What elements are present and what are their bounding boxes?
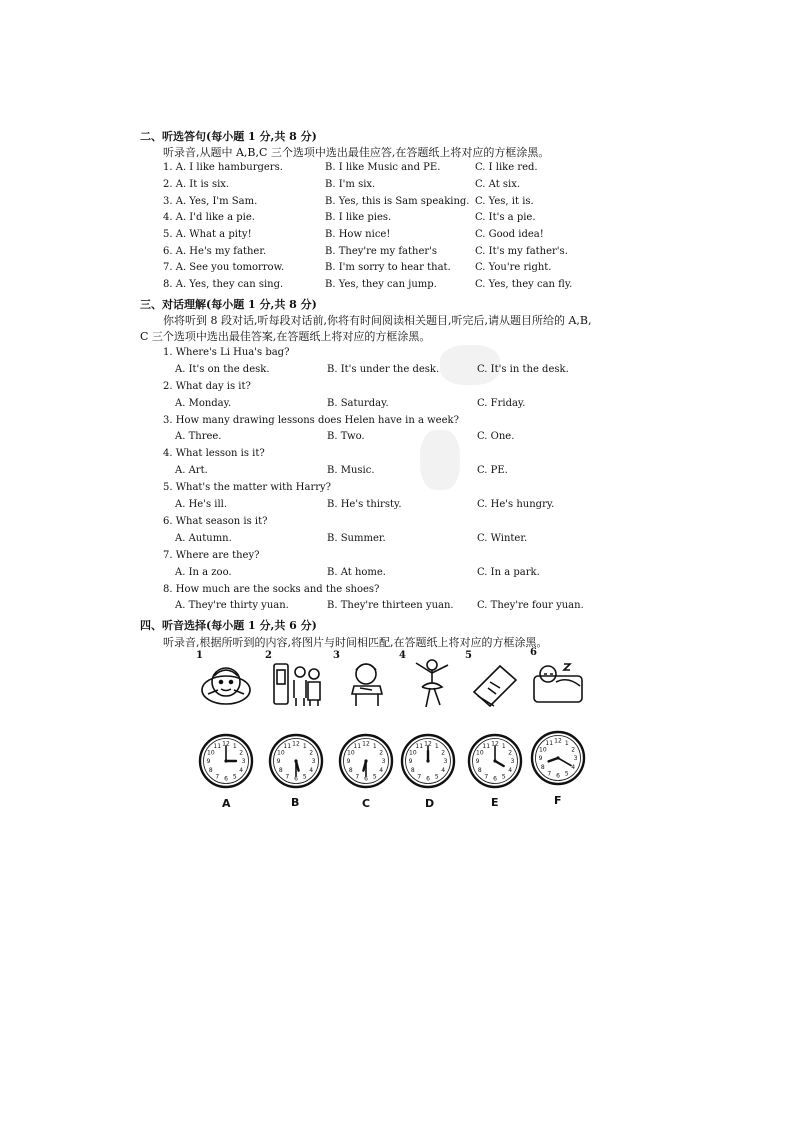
- clock-numeral: 7: [215, 773, 220, 781]
- clock-numeral: 9: [346, 758, 351, 766]
- clock-f-icon: [530, 730, 586, 786]
- clock-numeral: 5: [372, 773, 377, 781]
- clock-numeral: 12: [362, 740, 370, 748]
- book-icon: [470, 662, 520, 708]
- picture-number: 4: [399, 650, 406, 661]
- option-a: 6. A. He's my father.: [163, 246, 267, 257]
- clock-numeral: 11: [545, 740, 554, 748]
- option-b: B. They're my father's: [325, 246, 438, 257]
- clock-numeral: 8: [208, 766, 213, 774]
- clock-numeral: 9: [206, 758, 211, 766]
- section2-instruction: 听录音,从题中 A,B,C 三个选项中选出最佳应答,在答题纸上将对应的方框涂黑。: [163, 146, 550, 159]
- clock-numeral: 4: [379, 766, 384, 774]
- clock-numeral: 2: [441, 749, 446, 757]
- option-b: B. Yes, this is Sam speaking.: [325, 196, 470, 207]
- option-c: C. At six.: [475, 179, 521, 190]
- clock-numeral: 1: [302, 743, 307, 751]
- option-b: B. They're thirteen yuan.: [327, 600, 454, 611]
- clock-c-icon: [338, 733, 394, 789]
- child-eating-icon: [198, 660, 254, 708]
- clock-numeral: 7: [285, 773, 290, 781]
- clock-d-icon: [400, 733, 456, 789]
- question: 5. What's the matter with Harry?: [163, 482, 332, 493]
- clock-numeral: 5: [232, 773, 237, 781]
- clock-numeral: 12: [491, 740, 499, 748]
- clock-numeral: 6: [426, 775, 430, 783]
- picture-number: 5: [465, 650, 472, 661]
- option-b: B. It's under the desk.: [327, 364, 440, 375]
- clock-numeral: 4: [441, 766, 446, 774]
- option-a: 5. A. What a pity!: [163, 229, 252, 240]
- section4-instruction: 听录音,根据所听到的内容,将图片与时间相匹配,在答题纸上将对应的方框涂黑。: [163, 636, 548, 649]
- clock-numeral: 1: [564, 740, 569, 748]
- child-sleeping-icon: [530, 658, 586, 706]
- clock-label: E: [491, 796, 499, 809]
- clock-numeral: 9: [538, 755, 543, 763]
- clock-b-icon: [268, 733, 324, 789]
- option-a: 7. A. See you tomorrow.: [163, 262, 285, 273]
- clock-numeral: 2: [239, 749, 244, 757]
- option-a: A. In a zoo.: [175, 567, 232, 578]
- picture-number: 2: [265, 650, 272, 661]
- clock-numeral: 4: [239, 766, 244, 774]
- family-tv-icon: [270, 660, 326, 708]
- clock-numeral: 9: [408, 758, 413, 766]
- option-a: 2. A. It is six.: [163, 179, 230, 190]
- option-c: C. Friday.: [477, 398, 526, 409]
- option-a: A. Autumn.: [175, 533, 232, 544]
- option-c: C. They're four yuan.: [477, 600, 584, 611]
- clock-numeral: 6: [556, 772, 560, 780]
- option-c: C. In a park.: [477, 567, 540, 578]
- clock-numeral: 6: [224, 775, 228, 783]
- section3-title: 三、对话理解(每小题 1 分,共 8 分): [140, 298, 317, 311]
- clock-numeral: 8: [540, 763, 545, 771]
- clock-numeral: 8: [278, 766, 283, 774]
- option-c: C. Yes, it is.: [475, 196, 534, 207]
- option-b: B. Saturday.: [327, 398, 389, 409]
- option-a: A. Three.: [175, 431, 222, 442]
- girl-dancing-icon: [410, 655, 456, 711]
- question: 8. How much are the socks and the shoes?: [163, 584, 380, 595]
- option-a: 4. A. I'd like a pie.: [163, 212, 255, 223]
- section2-title: 二、听选答句(每小题 1 分,共 8 分): [140, 130, 317, 143]
- scan-smudge: [420, 430, 460, 490]
- clock-numeral: 2: [508, 749, 513, 757]
- option-c: C. Yes, they can fly.: [475, 279, 573, 290]
- clock-e-icon: [467, 733, 523, 789]
- clock-numeral: 10: [539, 746, 547, 754]
- option-a: A. They're thirty yuan.: [175, 600, 289, 611]
- option-b: B. Music.: [327, 465, 375, 476]
- question: 7. Where are they?: [163, 550, 260, 561]
- option-b: B. At home.: [327, 567, 386, 578]
- option-b: B. I like Music and PE.: [325, 162, 441, 173]
- clock-numeral: 2: [571, 746, 576, 754]
- clock-numeral: 1: [501, 743, 506, 751]
- clock-numeral: 4: [508, 766, 513, 774]
- option-a: A. Art.: [175, 465, 208, 476]
- clock-numeral: 9: [475, 758, 480, 766]
- clock-numeral: 4: [571, 763, 576, 771]
- clock-numeral: 11: [415, 743, 424, 751]
- clock-label: F: [554, 794, 562, 807]
- option-b: B. Yes, they can jump.: [325, 279, 437, 290]
- clock-numeral: 8: [348, 766, 353, 774]
- clock-numeral: 7: [547, 770, 552, 778]
- clock-numeral: 2: [379, 749, 384, 757]
- clock-numeral: 1: [434, 743, 439, 751]
- option-b: B. Summer.: [327, 533, 386, 544]
- option-c: C. I like red.: [475, 162, 538, 173]
- clock-numeral: 8: [477, 766, 482, 774]
- clock-label: A: [222, 797, 231, 810]
- option-b: B. I'm six.: [325, 179, 376, 190]
- clock-numeral: 3: [381, 758, 386, 766]
- option-a: 1. A. I like hamburgers.: [163, 162, 283, 173]
- question: 3. How many drawing lessons does Helen have in a week?: [163, 415, 459, 426]
- clock-numeral: 3: [311, 758, 316, 766]
- option-c: C. He's hungry.: [477, 499, 555, 510]
- picture-number: 1: [196, 650, 203, 661]
- clock-numeral: 7: [484, 773, 489, 781]
- option-a: 3. A. Yes, I'm Sam.: [163, 196, 258, 207]
- clock-label: D: [425, 797, 435, 810]
- clock-numeral: 12: [554, 737, 562, 745]
- clock-numeral: 7: [417, 773, 422, 781]
- clock-numeral: 5: [302, 773, 307, 781]
- clock-numeral: 12: [292, 740, 300, 748]
- option-c: C. PE.: [477, 465, 508, 476]
- clock-numeral: 11: [353, 743, 362, 751]
- option-c: C. It's a pie.: [475, 212, 536, 223]
- clock-numeral: 2: [309, 749, 314, 757]
- option-c: C. It's my father's.: [475, 246, 568, 257]
- option-b: B. How nice!: [325, 229, 391, 240]
- clock-numeral: 3: [241, 758, 246, 766]
- clock-numeral: 3: [573, 755, 578, 763]
- clock-numeral: 8: [410, 766, 415, 774]
- option-a: A. It's on the desk.: [175, 364, 270, 375]
- clock-label: C: [362, 797, 371, 810]
- clock-a-icon: [198, 733, 254, 789]
- clock-numeral: 10: [476, 749, 484, 757]
- section3-instruction: 你将听到 8 段对话,听每段对话前,你将有时间阅读相关题目,听完后,请从题目所给的 A,B,: [163, 314, 592, 327]
- clock-numeral: 12: [424, 740, 432, 748]
- clock-numeral: 5: [564, 770, 569, 778]
- clock-numeral: 7: [355, 773, 360, 781]
- option-c: C. Winter.: [477, 533, 528, 544]
- clock-numeral: 9: [276, 758, 281, 766]
- clock-numeral: 6: [294, 775, 298, 783]
- clock-numeral: 11: [213, 743, 222, 751]
- option-a: 8. A. Yes, they can sing.: [163, 279, 284, 290]
- option-c: C. It's in the desk.: [477, 364, 569, 375]
- clock-numeral: 6: [364, 775, 368, 783]
- clock-numeral: 3: [510, 758, 515, 766]
- question: 4. What lesson is it?: [163, 448, 265, 459]
- clock-numeral: 11: [482, 743, 491, 751]
- option-b: B. Two.: [327, 431, 365, 442]
- option-c: C. One.: [477, 431, 515, 442]
- option-b: B. I'm sorry to hear that.: [325, 262, 451, 273]
- clock-numeral: 5: [434, 773, 439, 781]
- minute-hand: [558, 758, 571, 766]
- clock-numeral: 10: [207, 749, 215, 757]
- section3-instruction: C 三个选项中选出最佳答案,在答题纸上将对应的方框涂黑。: [140, 330, 431, 343]
- question: 1. Where's Li Hua's bag?: [163, 347, 290, 358]
- girl-writing-icon: [336, 660, 392, 708]
- clock-numeral: 11: [283, 743, 292, 751]
- clock-numeral: 1: [372, 743, 377, 751]
- option-b: B. He's thirsty.: [327, 499, 402, 510]
- question: 6. What season is it?: [163, 516, 268, 527]
- option-c: C. Good idea!: [475, 229, 544, 240]
- clock-numeral: 1: [232, 743, 237, 751]
- clock-numeral: 3: [443, 758, 448, 766]
- clock-numeral: 6: [493, 775, 497, 783]
- option-b: B. I like pies.: [325, 212, 392, 223]
- clock-numeral: 5: [501, 773, 506, 781]
- picture-number: 3: [333, 650, 340, 661]
- clock-numeral: 10: [277, 749, 285, 757]
- question: 2. What day is it?: [163, 381, 251, 392]
- clock-numeral: 4: [309, 766, 314, 774]
- clock-label: B: [291, 796, 300, 809]
- option-c: C. You're right.: [475, 262, 552, 273]
- clock-numeral: 10: [409, 749, 417, 757]
- clock-numeral: 10: [347, 749, 355, 757]
- clock-numeral: 12: [222, 740, 230, 748]
- picture-number: 6: [530, 647, 537, 658]
- option-a: A. Monday.: [175, 398, 232, 409]
- section4-title: 四、听音选择(每小题 1 分,共 6 分): [140, 619, 317, 632]
- option-a: A. He's ill.: [175, 499, 228, 510]
